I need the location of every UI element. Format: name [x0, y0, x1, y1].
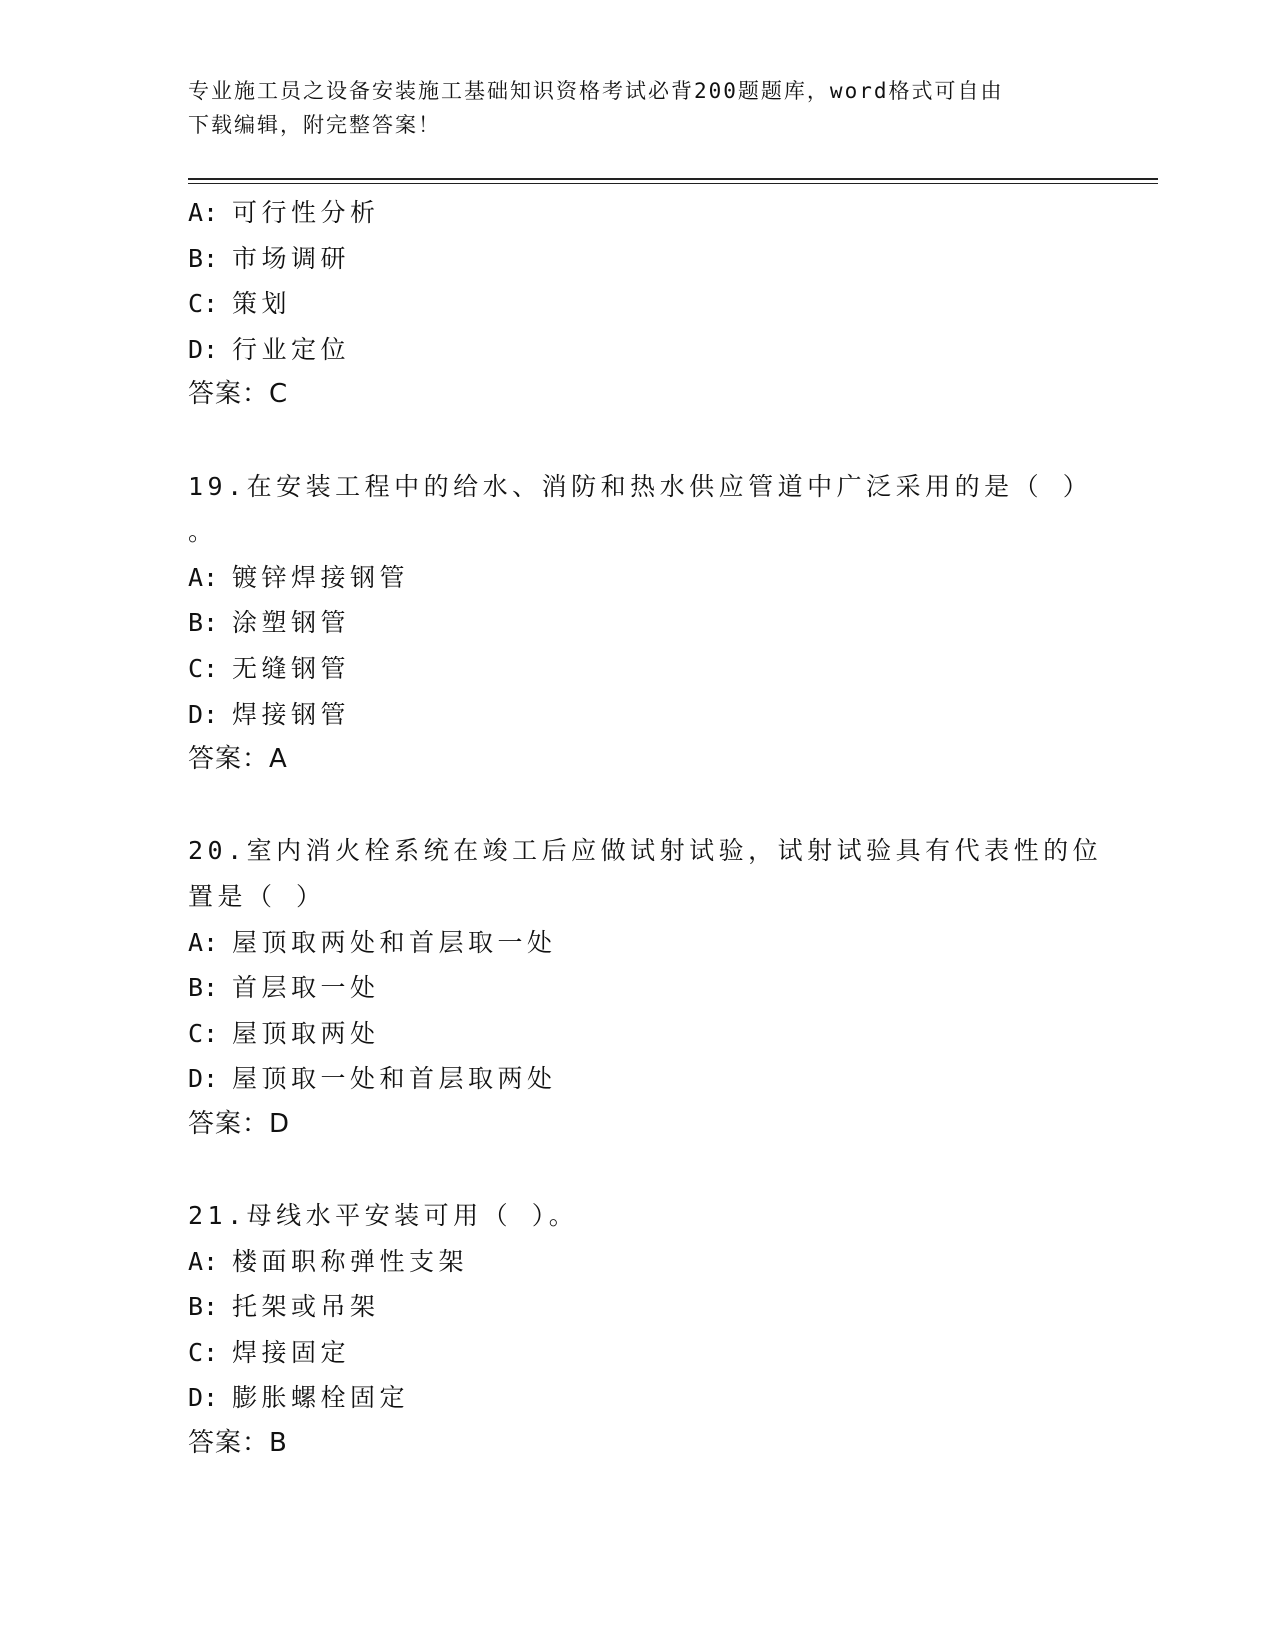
question-stem: 。 [188, 517, 218, 547]
question-stem: 21.母线水平安装可用（ ）。 [188, 1201, 579, 1231]
option-c: C: 屋顶取两处 [188, 1018, 380, 1048]
option-b: B: 首层取一处 [188, 973, 380, 1003]
option-d: D: 屋顶取一处和首层取两处 [188, 1064, 557, 1094]
header-line: 下载编辑，附完整答案！ [188, 113, 441, 137]
question-list [188, 190, 1148, 1467]
answer-line: 答案：C [188, 379, 289, 410]
answer-line: 答案：B [188, 1428, 288, 1459]
option-c: C: 无缝钢管 [188, 653, 351, 683]
question-stem: 20.室内消火栓系统在竣工后应做试射试验，试射试验具有代表性的位 [188, 836, 1103, 866]
option-b: B: 托架或吊架 [188, 1292, 380, 1322]
option-d: D: 膨胀螺栓固定 [188, 1383, 410, 1413]
document-header [188, 74, 1068, 142]
spacer [188, 1147, 1148, 1193]
question-stem: 19.在安装工程中的给水、消防和热水供应管道中广泛采用的是（ ） [188, 471, 1093, 501]
header-line: 专业施工员之设备安装施工基础知识资格考试必背200题题库，word格式可自由 [188, 79, 1004, 103]
option-c: C: 策划 [188, 289, 292, 319]
option-a: A: 镀锌焊接钢管 [188, 562, 410, 592]
question-block [188, 464, 1148, 783]
spacer [188, 418, 1148, 464]
option-c: C: 焊接固定 [188, 1337, 351, 1367]
option-a: A: 可行性分析 [188, 198, 380, 227]
spacer [188, 783, 1148, 829]
question-block [188, 828, 1148, 1147]
header-divider [188, 178, 1158, 180]
option-d: D: 焊接钢管 [188, 699, 351, 729]
answer-line: 答案：A [188, 744, 288, 775]
option-b: B: 市场调研 [188, 243, 351, 273]
answer-line: 答案：D [188, 1108, 291, 1139]
question-block-continued [188, 190, 1148, 418]
option-a: A: 楼面职称弹性支架 [188, 1246, 469, 1276]
option-a: A: 屋顶取两处和首层取一处 [188, 927, 557, 957]
option-d: D: 行业定位 [188, 334, 351, 364]
question-stem: 置是（ ） [188, 881, 326, 911]
question-block [188, 1193, 1148, 1467]
option-b: B: 涂塑钢管 [188, 608, 351, 638]
header-divider-thin [188, 183, 1158, 184]
